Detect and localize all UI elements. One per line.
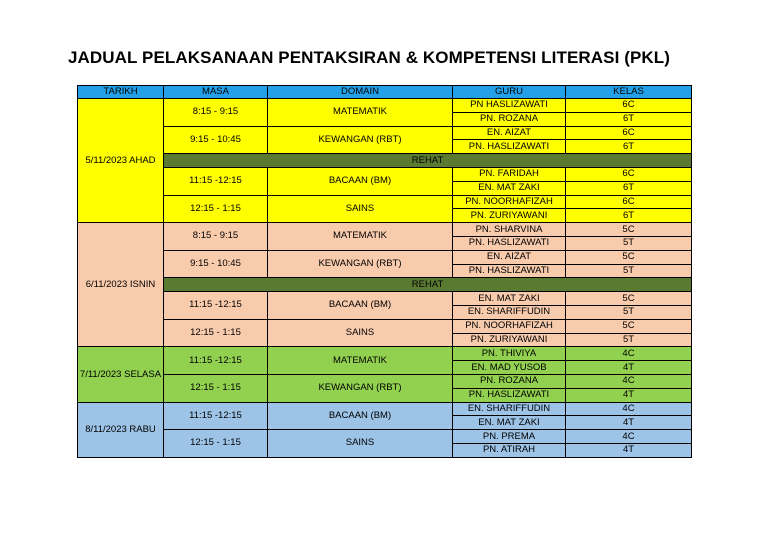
domain-cell: BACAAN (BM) (268, 292, 453, 320)
guru-cell: EN. SHARIFFUDIN (453, 402, 566, 416)
domain-cell: SAINS (268, 430, 453, 458)
page-title: JADUAL PELAKSANAAN PENTAKSIRAN & KOMPETENSI LITERASI (PKL) (67, 48, 671, 67)
table-row (78, 223, 692, 237)
table-row (78, 167, 692, 181)
guru-cell: PN. PREMA (453, 430, 566, 444)
kelas-cell: 4C (566, 347, 692, 361)
guru-cell: PN. ATIRAH (453, 443, 566, 457)
table-row (78, 195, 692, 209)
guru-cell: PN. THIVIYA (453, 347, 566, 361)
rehat-row (78, 278, 692, 292)
table-row (78, 347, 692, 361)
guru-cell: PN. FARIDAH (453, 167, 566, 181)
kelas-cell: 4T (566, 361, 692, 375)
masa-cell: 11:15 -12:15 (164, 292, 268, 320)
rehat-label: REHAT (164, 278, 692, 292)
kelas-cell: 5C (566, 250, 692, 264)
kelas-cell: 4T (566, 443, 692, 457)
kelas-cell: 4C (566, 430, 692, 444)
masa-cell: 12:15 - 1:15 (164, 430, 268, 458)
guru-cell: PN HASLIZAWATI (453, 99, 566, 113)
kelas-cell: 5T (566, 305, 692, 319)
table-row (78, 99, 692, 113)
kelas-cell: 6T (566, 112, 692, 126)
date-cell: 7/11/2023 SELASA (78, 347, 164, 402)
domain-cell: KEWANGAN (RBT) (268, 374, 453, 402)
guru-cell: PN. HASLIZAWATI (453, 264, 566, 278)
guru-cell: EN. MAT ZAKI (453, 181, 566, 195)
kelas-cell: 5C (566, 292, 692, 306)
header-masa: MASA (164, 86, 268, 99)
header-tarikh: TARIKH (78, 86, 164, 99)
guru-cell: EN. SHARIFFUDIN (453, 305, 566, 319)
date-cell: 8/11/2023 RABU (78, 402, 164, 457)
masa-cell: 12:15 - 1:15 (164, 195, 268, 223)
guru-cell: PN. ZURIYAWANI (453, 209, 566, 223)
masa-cell: 11:15 -12:15 (164, 402, 268, 430)
header-domain: DOMAIN (268, 86, 453, 99)
rehat-row (78, 154, 692, 168)
domain-cell: MATEMATIK (268, 223, 453, 251)
header-kelas: KELAS (566, 86, 692, 99)
guru-cell: PN. HASLIZAWATI (453, 236, 566, 250)
masa-cell: 9:15 - 10:45 (164, 126, 268, 154)
kelas-cell: 4C (566, 402, 692, 416)
table-row (78, 126, 692, 140)
domain-cell: SAINS (268, 195, 453, 223)
date-cell: 5/11/2023 AHAD (78, 99, 164, 223)
kelas-cell: 6T (566, 140, 692, 154)
kelas-cell: 4C (566, 374, 692, 388)
kelas-cell: 6C (566, 167, 692, 181)
rehat-label: REHAT (164, 154, 692, 168)
kelas-cell: 4T (566, 388, 692, 402)
domain-cell: BACAAN (BM) (268, 402, 453, 430)
kelas-cell: 6T (566, 181, 692, 195)
date-cell: 6/11/2023 ISNIN (78, 223, 164, 347)
domain-cell: KEWANGAN (RBT) (268, 126, 453, 154)
kelas-cell: 5C (566, 223, 692, 237)
kelas-cell: 5T (566, 264, 692, 278)
domain-cell: MATEMATIK (268, 99, 453, 127)
header-guru: GURU (453, 86, 566, 99)
kelas-cell: 6C (566, 195, 692, 209)
guru-cell: PN. NOORHAFIZAH (453, 195, 566, 209)
guru-cell: EN. MAT ZAKI (453, 416, 566, 430)
guru-cell: PN. ROZANA (453, 374, 566, 388)
guru-cell: PN. ROZANA (453, 112, 566, 126)
masa-cell: 9:15 - 10:45 (164, 250, 268, 278)
masa-cell: 11:15 -12:15 (164, 167, 268, 195)
schedule-table (77, 85, 692, 458)
kelas-cell: 6C (566, 99, 692, 113)
domain-cell: KEWANGAN (RBT) (268, 250, 453, 278)
domain-cell: MATEMATIK (268, 347, 453, 375)
masa-cell: 11:15 -12:15 (164, 347, 268, 375)
kelas-cell: 6T (566, 209, 692, 223)
guru-cell: PN. NOORHAFIZAH (453, 319, 566, 333)
kelas-cell: 5T (566, 333, 692, 347)
domain-cell: SAINS (268, 319, 453, 347)
guru-cell: EN. AIZAT (453, 250, 566, 264)
table-row (78, 319, 692, 333)
masa-cell: 8:15 - 9:15 (164, 99, 268, 127)
guru-cell: PN. HASLIZAWATI (453, 140, 566, 154)
guru-cell: EN. AIZAT (453, 126, 566, 140)
header-row (78, 86, 692, 99)
kelas-cell: 5C (566, 319, 692, 333)
table-row (78, 430, 692, 444)
guru-cell: EN. MAT ZAKI (453, 292, 566, 306)
domain-cell: BACAAN (BM) (268, 167, 453, 195)
kelas-cell: 5T (566, 236, 692, 250)
table-row (78, 402, 692, 416)
guru-cell: PN. SHARVINA (453, 223, 566, 237)
guru-cell: EN. MAD YUSOB (453, 361, 566, 375)
masa-cell: 12:15 - 1:15 (164, 319, 268, 347)
table-row (78, 374, 692, 388)
masa-cell: 8:15 - 9:15 (164, 223, 268, 251)
guru-cell: PN. HASLIZAWATI (453, 388, 566, 402)
masa-cell: 12:15 - 1:15 (164, 374, 268, 402)
kelas-cell: 4T (566, 416, 692, 430)
guru-cell: PN. ZURIYAWANI (453, 333, 566, 347)
table-row (78, 292, 692, 306)
kelas-cell: 6C (566, 126, 692, 140)
table-row (78, 250, 692, 264)
